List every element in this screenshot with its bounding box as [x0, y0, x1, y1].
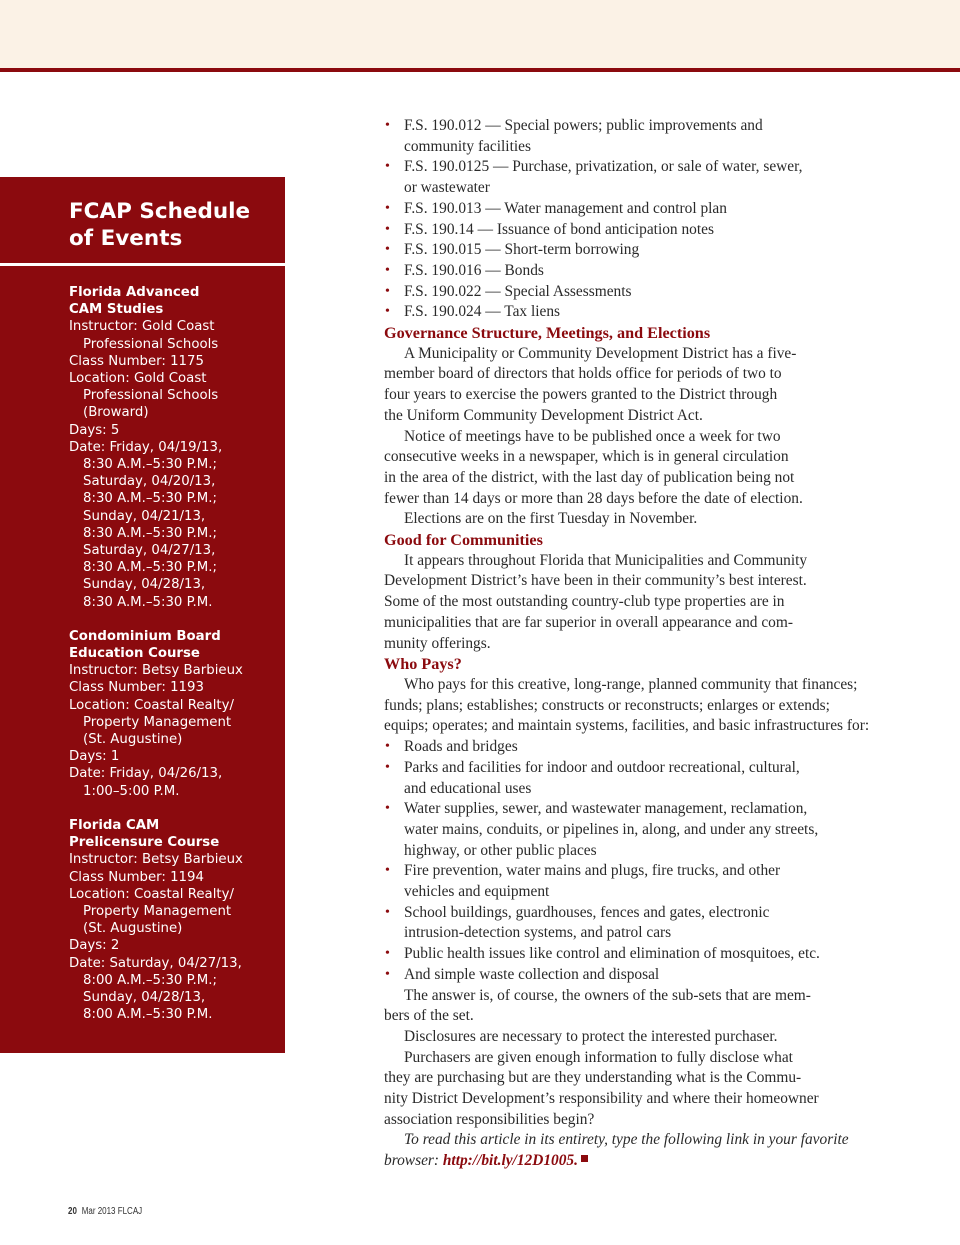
event-detail-line: 1:00–5:00 P.M. — [83, 783, 180, 799]
event-detail-line: Instructor: Betsy Barbieux — [69, 852, 243, 868]
event-title-line: Florida Advanced — [69, 285, 200, 300]
bullet-text: F.S. 190.016 — Bonds — [404, 261, 544, 279]
bullet-text: intrusion-detection systems, and patrol cars — [404, 924, 672, 942]
event-detail-line: Professional Schools — [83, 388, 219, 404]
event-detail-line: 8:30 A.M.–5:30 P.M.; — [83, 491, 217, 507]
event-title-line: Education Course — [69, 646, 200, 662]
paragraph-line: Disclosures are necessary to protect the interested purchaser. — [404, 1027, 778, 1045]
paragraph-line: munity offerings. — [384, 634, 491, 652]
event-detail-line: 8:30 A.M.–5:30 P.M.; — [83, 525, 217, 541]
header-band — [0, 0, 960, 68]
paragraph — [384, 427, 894, 510]
event-detail-line: Date: Saturday, 04/27/13, — [69, 955, 242, 971]
bullet-icon: • — [385, 739, 390, 755]
paragraph-line: the Uniform Community Development District Act. — [384, 406, 703, 424]
bullet-text: Parks and facilities for indoor and outdoor recreational, cultural, — [404, 758, 800, 776]
paragraph-line: four years to exercise the powers granted to the District through — [384, 386, 778, 404]
bullet-icon: • — [385, 863, 390, 879]
paragraph-line: consecutive weeks in a newspaper, which is in general circulation — [384, 448, 789, 466]
bullet-icon: • — [385, 946, 390, 962]
sidebar-events — [69, 284, 279, 1040]
bullet-item — [384, 903, 894, 944]
paragraph-line: they are purchasing but are they understanding what is the Commu- — [384, 1069, 802, 1087]
bullet-text: Fire prevention, water mains and plugs, fire trucks, and other — [404, 862, 781, 880]
event-detail-line: Date: Friday, 04/26/13, — [69, 766, 223, 782]
event-detail-line: Date: Friday, 04/19/13, — [69, 439, 223, 455]
event-detail-line: Class Number: 1193 — [69, 680, 204, 696]
bullet-text: And simple waste collection and disposal — [404, 965, 660, 983]
event-detail-line: Instructor: Gold Coast — [69, 319, 215, 335]
bullet-item — [384, 116, 894, 157]
event-detail-line: Location: Coastal Realty/ — [69, 886, 234, 902]
bullet-item — [384, 758, 894, 799]
bullet-text: or wastewater — [404, 179, 490, 197]
bullet-icon: • — [385, 283, 390, 299]
bullet-text: F.S. 190.024 — Tax liens — [404, 303, 561, 321]
bullet-text: highway, or other public places — [404, 841, 597, 859]
page-footer — [68, 1206, 142, 1217]
event-detail-line: 8:30 A.M.–5:30 P.M.; — [83, 560, 217, 576]
paragraph — [384, 1048, 894, 1131]
event-detail-line: 8:30 A.M.–5:30 P.M. — [83, 594, 213, 610]
article-column — [384, 116, 894, 1172]
paragraph — [384, 509, 894, 530]
bullet-icon: • — [385, 801, 390, 817]
paragraph-line: A Municipality or Community Development District has a five- — [404, 344, 797, 362]
bullet-item — [384, 737, 894, 758]
schedule-sidebar — [0, 177, 285, 1053]
bullet-icon: • — [385, 221, 390, 237]
event-detail-line: Days: 2 — [69, 938, 120, 954]
bullet-item — [384, 302, 894, 323]
event-title-line: Prelicensure Course — [69, 835, 220, 851]
bullet-text: Water supplies, sewer, and wastewater management, reclamation, — [404, 800, 808, 818]
paragraph-line: Notice of meetings have to be published once a week for two — [404, 427, 781, 445]
paragraph-line: Purchasers are given enough information to fully disclose what — [404, 1048, 793, 1066]
event-detail-line: 8:30 A.M.–5:30 P.M.; — [83, 457, 217, 473]
bullet-icon: • — [385, 904, 390, 920]
bullet-text: Public health issues like control and elimination of mosquitoes, etc. — [404, 945, 820, 963]
bullet-item — [384, 799, 894, 861]
bullet-text: F.S. 190.015 — Short-term borrowing — [404, 241, 640, 259]
bullet-text: School buildings, guardhouses, fences and gates, electronic — [404, 903, 770, 921]
paragraph-line: bers of the set. — [384, 1007, 474, 1025]
paragraph — [384, 344, 894, 427]
event-detail-line: Days: 5 — [69, 422, 120, 438]
event-detail-line: Days: 1 — [69, 749, 120, 765]
page-number: 20 — [68, 1206, 77, 1217]
bullet-text: F.S. 190.012 — Special powers; public improvements and — [404, 117, 763, 134]
event-detail-line: Property Management — [83, 903, 232, 919]
paragraph — [384, 986, 894, 1027]
event-detail-line: Sunday, 04/28/13, — [83, 989, 206, 1005]
paragraph-line: in the area of the district, with the last day of publication being not — [384, 468, 795, 486]
event-detail-line: 8:00 A.M.–5:30 P.M. — [83, 1007, 213, 1023]
bullet-item — [384, 220, 894, 241]
paragraph-line: municipalities that are far superior in overall appearance and com- — [384, 613, 793, 631]
paragraph-line: The answer is, of course, the owners of the sub-sets that are mem- — [404, 986, 811, 1004]
paragraph — [384, 551, 894, 655]
bullet-icon: • — [385, 118, 390, 133]
section-heading: Who Pays? — [384, 655, 462, 674]
bullet-text: F.S. 190.0125 — Purchase, privatization, or sale of water, sewer, — [404, 158, 803, 176]
bullet-text: Roads and bridges — [404, 738, 518, 756]
event-detail-line: Saturday, 04/27/13, — [83, 543, 216, 559]
bullet-icon: • — [385, 200, 390, 216]
paragraph — [384, 1027, 894, 1048]
bullet-item — [384, 199, 894, 220]
section-heading: Governance Structure, Meetings, and Elections — [384, 324, 711, 343]
event-block — [69, 284, 279, 611]
paragraph-line: Development District’s have been in their community’s best interest. — [384, 572, 807, 590]
bullet-item — [384, 861, 894, 902]
paragraph-line: Elections are on the first Tuesday in November. — [404, 510, 698, 528]
event-detail-line: Location: Gold Coast — [69, 371, 207, 387]
issue-label: Mar 2013 FLCAJ — [81, 1206, 143, 1217]
bullet-item — [384, 965, 894, 986]
paragraph-line: equips; operates; and maintain systems, facilities, and basic infrastructures for: — [384, 717, 870, 735]
paragraph-line: nity District Development’s responsibility and where their homeowner — [384, 1090, 819, 1108]
bullet-item — [384, 157, 894, 198]
closing-note — [384, 1130, 894, 1171]
bullet-text: F.S. 190.14 — Issuance of bond anticipation notes — [404, 220, 714, 238]
event-detail-line: (Broward) — [83, 405, 149, 421]
bullet-item — [384, 261, 894, 282]
event-detail-line: Professional Schools — [83, 336, 219, 352]
bullet-icon: • — [385, 966, 390, 982]
bullet-icon: • — [385, 242, 390, 258]
end-mark-icon — [581, 1155, 588, 1162]
bullet-text: water mains, conduits, or pipelines in, along, and under any streets, — [404, 820, 819, 838]
paragraph-line: It appears throughout Florida that Municipalities and Community — [404, 551, 808, 569]
event-detail-line: Class Number: 1194 — [69, 869, 204, 885]
paragraph-line: member board of directors that holds office for periods of two to — [384, 365, 782, 383]
bullet-text: F.S. 190.013 — Water management and control plan — [404, 199, 727, 217]
event-detail-line: Instructor: Betsy Barbieux — [69, 663, 243, 679]
event-detail-line: 8:00 A.M.–5:30 P.M.; — [83, 972, 217, 988]
event-detail-line: Sunday, 04/21/13, — [83, 508, 206, 524]
bullet-item — [384, 282, 894, 303]
paragraph-line: Who pays for this creative, long-range, planned community that finances; — [404, 675, 858, 693]
event-detail-line: Property Management — [83, 714, 232, 730]
bullet-icon: • — [385, 759, 390, 775]
bullet-icon: • — [385, 304, 390, 320]
event-detail-line: Location: Coastal Realty/ — [69, 697, 234, 713]
closing-line — [384, 1151, 894, 1172]
bullet-item — [384, 944, 894, 965]
event-detail-line: (St. Augustine) — [83, 732, 183, 748]
paragraph-line: Some of the most outstanding country-club type properties are in — [384, 593, 785, 611]
event-detail-line: Sunday, 04/28/13, — [83, 577, 206, 593]
bullet-text: and educational uses — [404, 779, 532, 797]
event-title-line: CAM Studies — [69, 302, 164, 318]
bullet-text: F.S. 190.022 — Special Assessments — [404, 282, 632, 300]
event-detail-line: Class Number: 1175 — [69, 353, 204, 369]
bullet-text: community facilities — [404, 137, 531, 155]
paragraph-line: association responsibilities begin? — [384, 1110, 595, 1128]
event-title-line: Florida CAM — [69, 817, 160, 833]
paragraph-line: funds; plans; establishes; constructs or reconstructs; enlarges or extends; — [384, 696, 830, 714]
header-rule — [0, 68, 960, 72]
event-block — [69, 817, 279, 1023]
sidebar-title: FCAP Schedule of Events — [69, 199, 251, 251]
bullet-icon: • — [385, 262, 390, 278]
closing-line: To read this article in its entirety, type the following link in your favorite — [404, 1131, 849, 1149]
article-link[interactable]: http://bit.ly/12D1005. — [442, 1152, 578, 1170]
paragraph-line: fewer than 14 days or more than 28 days before the date of election. — [384, 489, 803, 507]
sidebar-divider — [0, 263, 285, 266]
event-title-line: Condominium Board — [69, 628, 221, 644]
bullet-icon: • — [385, 159, 390, 175]
event-detail-line: (St. Augustine) — [83, 921, 183, 937]
bullet-item — [384, 240, 894, 261]
closing-prefix: browser: — [384, 1152, 443, 1170]
paragraph — [384, 675, 894, 737]
event-block — [69, 628, 279, 800]
section-heading: Good for Communities — [384, 531, 543, 550]
bullet-text: vehicles and equipment — [404, 883, 550, 901]
event-detail-line: Saturday, 04/20/13, — [83, 474, 216, 490]
